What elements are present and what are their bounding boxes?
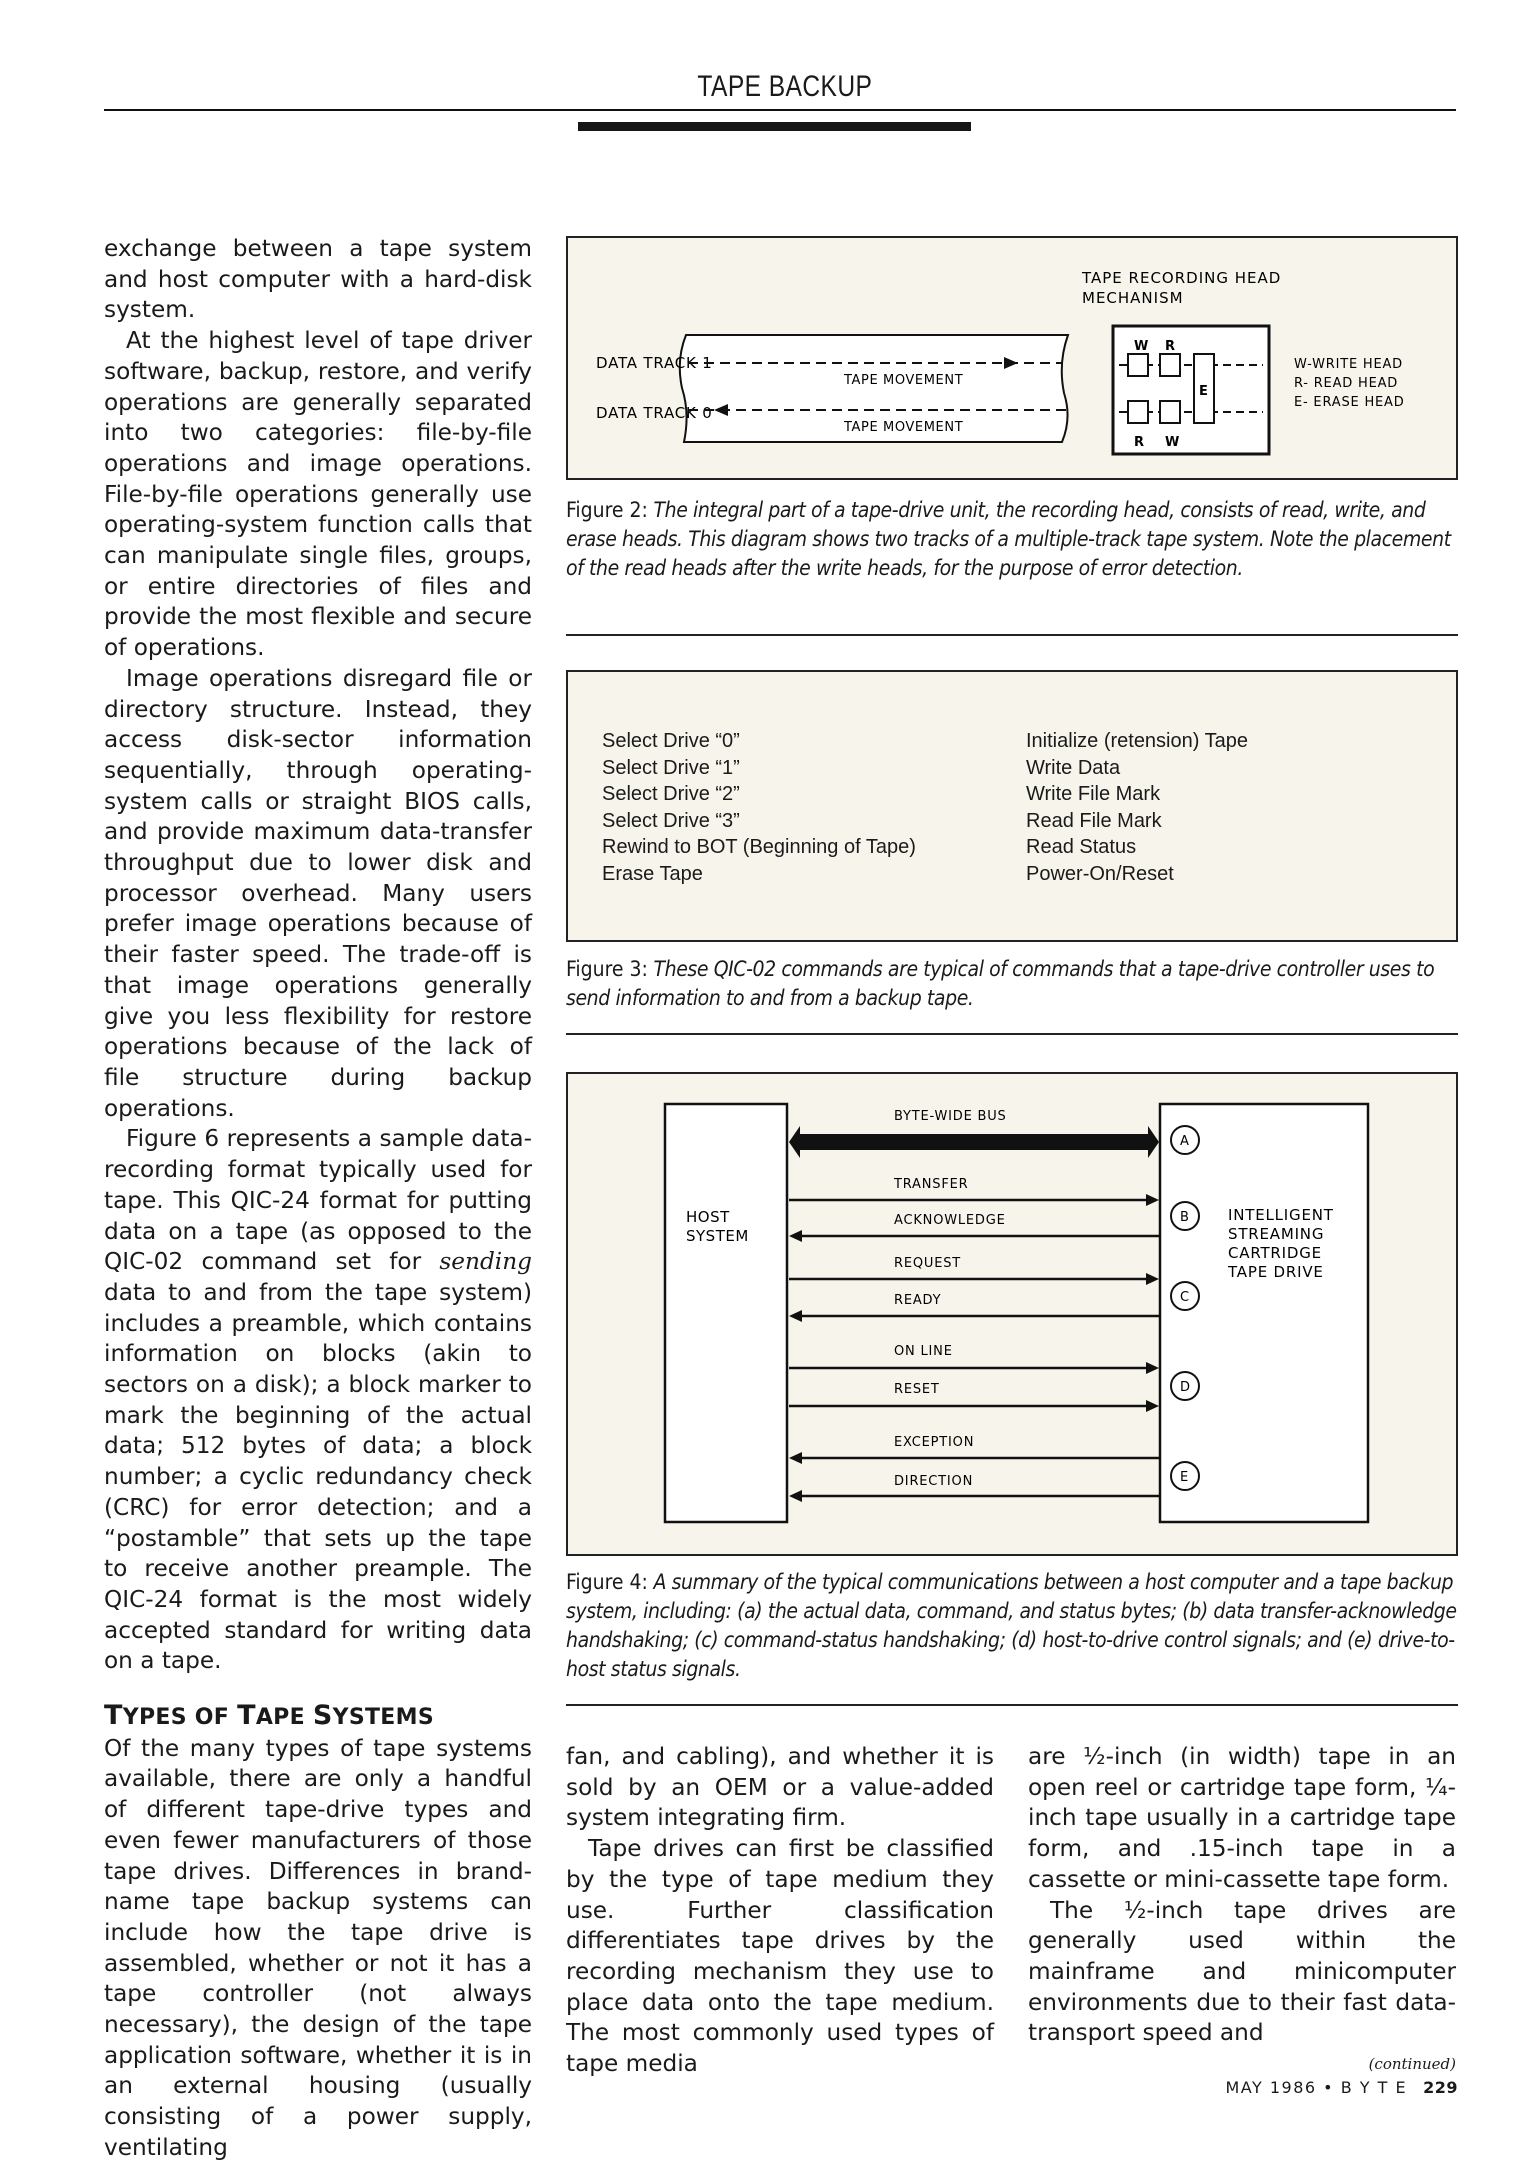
command-item: Write Data (1026, 756, 1121, 779)
header-accent-bar (578, 122, 971, 131)
arrow-right-icon (1146, 1400, 1159, 1412)
command-list-right (1026, 728, 1248, 887)
signal-label: ACKNOWLEDGE (894, 1213, 1006, 1228)
paragraph: At the highest level of tape driver software, backup, restore, and verify operations are generally separated into two categories: file-by-file operations and image operations. File-by-file operations generally use operating-system function calls that can manipulate single files, groups, or entire directories of files and provide the most flexible and secure of operations. (104, 327, 532, 662)
signal-label: ON LINE (894, 1344, 953, 1359)
article-column-2 (566, 1742, 994, 2080)
legend-item: E- ERASE HEAD (1294, 395, 1405, 410)
arrow-left-icon (789, 1230, 802, 1242)
arrow-left-icon (789, 1310, 802, 1322)
head-label: R (1134, 435, 1145, 450)
svg-text:D: D (1180, 1380, 1191, 1395)
article-column-3 (1028, 1742, 1456, 2080)
signal-label: TRANSFER (894, 1177, 969, 1192)
paragraph: are ½-inch (in width) tape in an open reel or cartridge tape form, ¼-inch tape usually in a cartridge tape form, and .15-inch tape in a cassette or mini-cassette tape form. (1028, 1743, 1456, 1893)
legend-item: W-WRITE HEAD (1294, 357, 1403, 372)
head-label: W (1165, 435, 1180, 450)
figure-title: TAPE RECORDING HEAD (1082, 269, 1282, 287)
host-drive-interface-diagram (568, 1074, 1456, 1554)
write-head-icon (1128, 354, 1148, 376)
figure-4-caption: Figure 4: A summary of the typical communications between a host computer and a tape backup system, including: (a) the actual data, command, and status bytes; (b) data transfer-acknowledge handshaking; (c) command-status handshaking; (d) host-to-drive control signals; and (e) drive-to-host status signals. (566, 1570, 1457, 1681)
command-item: Rewind to BOT (Beginning of Tape) (602, 836, 916, 858)
paragraph: Of the many types of tape systems available, there are only a handful of different tape-drive types and even fewer manufacturers of those tape drives. Differences in brand-name tape backup systems can include how the tape drive is assembled, whether or not it has a tape controller (not always necessary), the design of the tape application software, whether it is in an external housing (usually consisting of a power supply, ventilating (104, 1734, 532, 2161)
text-run: data to and from the tape system) includes a preamble, which contains information on blocks (akin to sectors on a disk); a block marker to mark the beginning of the actual data; 512 bytes of data; a block number; a cyclic redundancy check (CRC) for error detection; and a “postamble” that sets up the tape to receive another preample. The QIC-24 format is the most widely accepted standard for writing data on a tape. (104, 1278, 532, 1675)
read-head-icon (1160, 354, 1180, 376)
erase-label: E (1199, 384, 1208, 399)
page-footer (1226, 2078, 1459, 2097)
signal-label: READY (894, 1293, 942, 1308)
command-item: Select Drive “2” (602, 783, 740, 805)
svg-text:C: C (1180, 1290, 1190, 1305)
drive-label: TAPE DRIVE (1228, 1263, 1324, 1281)
issue-label: MAY 1986 • B Y T E (1225, 2078, 1408, 2097)
page-number: 229 (1423, 2078, 1458, 2097)
command-item: Select Drive “1” (602, 756, 740, 779)
svg-text:B: B (1180, 1210, 1189, 1225)
text-run: Figure 6 represents a sample data-recording format typically used for tape. This QIC-24 format for putting data on a tape (as opposed to the QIC-02 command set for (104, 1125, 532, 1276)
drive-label: INTELLIGENT (1228, 1206, 1334, 1224)
host-label: SYSTEM (686, 1227, 749, 1245)
host-system-box (665, 1104, 787, 1522)
tape-drive-box (1160, 1104, 1368, 1522)
paragraph (104, 1124, 532, 1677)
drive-label: CARTRIDGE (1228, 1244, 1322, 1262)
signal-label: REQUEST (894, 1256, 962, 1271)
continued-note: (continued) (1368, 2055, 1456, 2074)
movement-label: TAPE MOVEMENT (844, 373, 964, 388)
svg-text:A: A (1180, 1134, 1189, 1149)
figure-3-caption: Figure 3: These QIC-02 commands are typical of commands that a tape-drive controller uses to send information to and from a backup tape. (566, 957, 1435, 1010)
caption-rule (566, 1704, 1458, 1706)
caption-rule (566, 634, 1458, 636)
track-0-label: DATA TRACK 0 (596, 404, 713, 422)
figure-3-command-list (566, 670, 1458, 942)
section-heading: TYPES OF TAPE SYSTEMS (104, 1700, 434, 1732)
legend-item: R- READ HEAD (1294, 376, 1399, 391)
read-head-icon (1128, 401, 1148, 423)
article-column-1 (104, 234, 532, 2164)
command-item: Initialize (retension) Tape (1026, 730, 1248, 752)
signal-label: RESET (894, 1382, 940, 1397)
figure-2-caption: Figure 2: The integral part of a tape-drive unit, the recording head, consists of read, write, and erase heads. This diagram shows two tracks of a multiple-track tape system. Note the placement of the read heads after the write heads, for the purpose of error detection. (566, 498, 1451, 580)
command-item: Read Status (1026, 836, 1137, 858)
arrow-left-icon (789, 1490, 802, 1502)
running-head: TAPE BACKUP (697, 70, 873, 103)
command-item: Read File Mark (1026, 809, 1162, 832)
head-label: R (1165, 339, 1176, 354)
signal-label: DIRECTION (894, 1474, 974, 1489)
caption-rule (566, 1033, 1458, 1035)
paragraph: exchange between a tape system and host computer with a hard-disk system. (104, 235, 532, 324)
paragraph: The ½-inch tape drives are generally used within the mainframe and minicomputer environments due to their fast data-transport speed and (1028, 1896, 1456, 2047)
figure-2-diagram (566, 236, 1458, 480)
signal-label: EXCEPTION (894, 1435, 975, 1450)
svg-text:E: E (1180, 1470, 1189, 1485)
header-rule (104, 109, 1456, 111)
arrow-right-icon (1146, 1194, 1159, 1206)
arrow-left-icon (789, 1452, 802, 1464)
command-item: Power-On/Reset (1026, 862, 1174, 885)
tape-head-diagram (568, 238, 1456, 478)
paragraph: Tape drives can first be classified by the type of tape medium they use. Further classification differentiates tape drives by the recording mechanism they use to place data onto the tape medium. The most commonly used types of tape media (566, 1835, 994, 2078)
bidirectional-bus-arrow-icon (789, 1126, 1159, 1158)
track-1-label: DATA TRACK 1 (596, 354, 713, 372)
command-item: Select Drive “3” (602, 809, 740, 832)
arrow-right-icon (1146, 1362, 1159, 1374)
write-head-icon (1160, 401, 1180, 423)
paragraph: fan, and cabling), and whether it is sold by an OEM or a value-added system integrating firm. (566, 1743, 994, 1832)
movement-label: TAPE MOVEMENT (844, 420, 964, 435)
command-item: Write File Mark (1026, 783, 1161, 805)
host-label: HOST (686, 1208, 730, 1226)
figure-4-diagram (566, 1072, 1458, 1556)
command-item: Erase Tape (602, 862, 703, 885)
arrow-right-icon (1146, 1273, 1159, 1285)
command-list-left (602, 728, 916, 887)
bus-label: BYTE-WIDE BUS (894, 1109, 1007, 1124)
head-label: W (1134, 339, 1149, 354)
paragraph: Image operations disregard file or directory structure. Instead, they access disk-sector information sequentially, through operating-system calls or straight BIOS calls, and provide maximum data-transfer throughput due to lower disk and processor overhead. Many users prefer image operations because of their faster speed. The trade-off is that image operations generally give you less flexibility for restore operations because of the lack of file structure during backup operations. (104, 664, 532, 1122)
figure-title: MECHANISM (1082, 289, 1184, 307)
drive-label: STREAMING (1228, 1225, 1325, 1243)
emphasis-text: sending (439, 1248, 532, 1276)
command-item: Select Drive “0” (602, 730, 740, 752)
